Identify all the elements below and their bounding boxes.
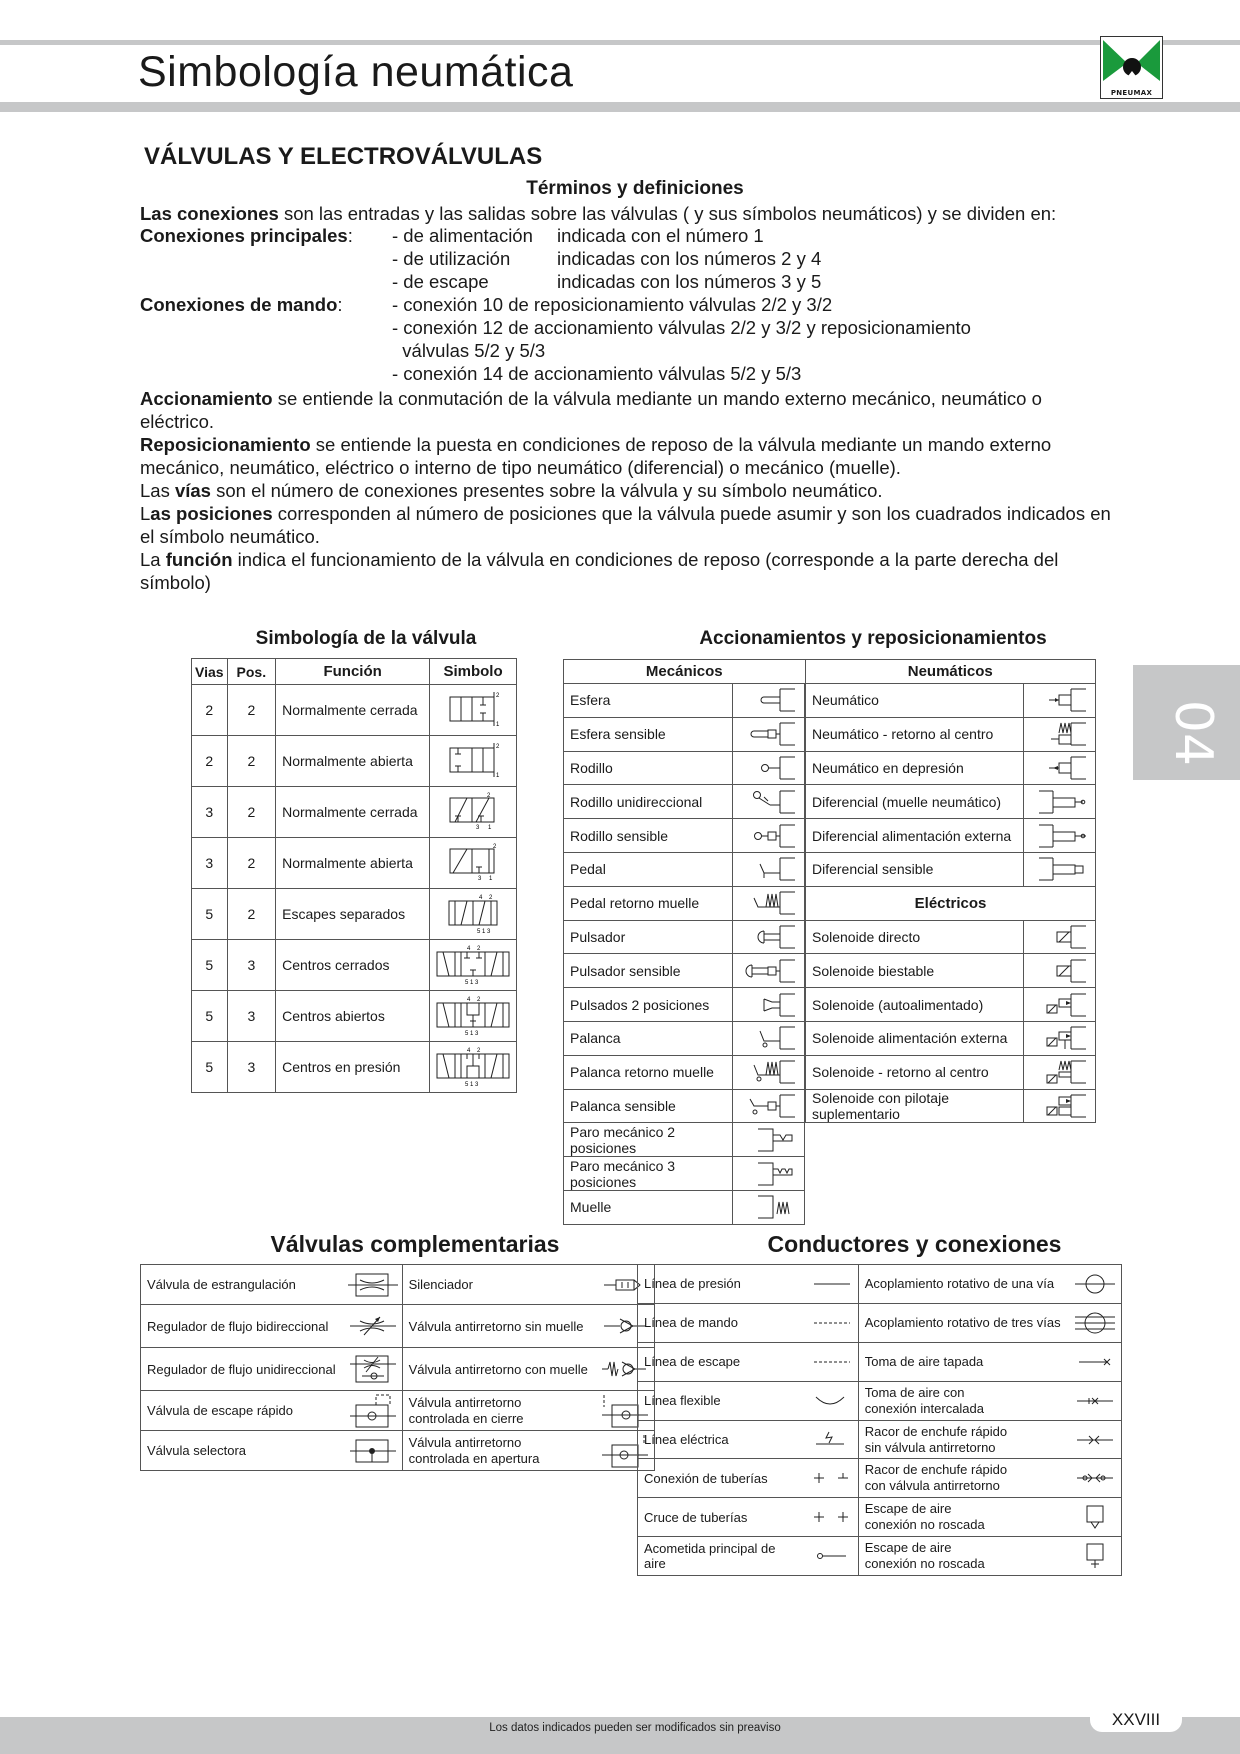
complementary-label: Válvula antirretorno controlada en cierre xyxy=(402,1391,594,1431)
page-number: XXVIII xyxy=(1111,1710,1161,1729)
neumatico-label: Neumático en depresión xyxy=(806,751,1024,785)
table-row xyxy=(564,785,805,819)
svg-text:2: 2 xyxy=(496,743,500,750)
palanca-icon xyxy=(733,1021,805,1055)
svg-text:2: 2 xyxy=(477,1047,481,1054)
neumatico-icon xyxy=(1024,684,1096,718)
estrangulacion-icon xyxy=(342,1265,403,1305)
palanca-retorno-muelle-icon xyxy=(733,1055,805,1089)
svg-text:4: 4 xyxy=(467,996,471,1003)
principales-label: Conexiones principales: xyxy=(140,225,353,246)
conductor-label: Línea eléctrica xyxy=(638,1420,793,1459)
funcion-cell: Normalmente cerrada xyxy=(276,787,430,838)
table-row xyxy=(806,684,1096,718)
principales-label-text: Conexiones principales xyxy=(140,225,348,246)
pos-cell: 2 xyxy=(227,889,276,940)
mecanico-label: Pulsados 2 posiciones xyxy=(564,988,733,1022)
valve-table xyxy=(191,658,517,1093)
mecanico-label: Pulsador xyxy=(564,920,733,954)
vias-paragraph xyxy=(140,479,1120,502)
neumaticos-header: Neumáticos xyxy=(805,660,1095,684)
table-row xyxy=(638,1537,1122,1576)
table-row xyxy=(564,954,805,988)
posiciones-text: corresponden al número de posiciones que la válvula puede asumir y son los cuadrados indicados en el símbolo neumático. xyxy=(140,503,1111,547)
electrico-label: Solenoide directo xyxy=(806,920,1024,954)
col-pos: Pos. xyxy=(227,659,276,685)
table-row xyxy=(564,819,805,853)
valve-table-header xyxy=(192,659,517,685)
acoplamiento-tres-vias-icon xyxy=(1067,1303,1122,1342)
solenoide-autoalimentado-icon xyxy=(1024,988,1096,1022)
table-row xyxy=(564,1190,805,1224)
accionamiento-text: se entiende la conmutación de la válvula mediante un mando externo mecánico, neumático o eléctrico. xyxy=(140,388,1042,432)
funcion-cell: Centros en presión xyxy=(276,1042,430,1093)
table-row xyxy=(564,852,805,886)
table-row xyxy=(564,886,805,920)
mecanicos-header: Mecánicos xyxy=(564,660,806,684)
table-row xyxy=(806,1055,1096,1089)
electrico-label: Solenoide con pilotaje suplementario xyxy=(806,1089,1024,1123)
funcion-cell: Escapes separados xyxy=(276,889,430,940)
complementary-label: Válvula de escape rápido xyxy=(141,1391,342,1431)
electrico-label: Solenoide alimentación externa xyxy=(806,1021,1024,1055)
pos-cell: 2 xyxy=(227,685,276,736)
conexiones-text: son las entradas y las salidas sobre las válvulas ( y sus símbolos neumáticos) y se dividen en: xyxy=(278,203,1057,224)
linea-escape-icon xyxy=(793,1342,858,1381)
conductor-label: Racor de enchufe rápido sin válvula antirretorno xyxy=(858,1420,1066,1459)
pulsador-2-posiciones-icon xyxy=(733,988,805,1022)
electricos-header: Eléctricos xyxy=(806,886,1096,920)
vias-text: son el número de conexiones presentes sobre la válvula y su símbolo neumático. xyxy=(210,480,883,501)
neumaticos-table xyxy=(805,683,1096,1123)
rodillo-icon xyxy=(733,751,805,785)
header-top-rule xyxy=(0,40,1240,45)
table-row xyxy=(806,1021,1096,1055)
pedal-icon xyxy=(733,852,805,886)
reposicionamiento-text: se entiende la puesta en condiciones de reposo de la válvula mediante un mando externo mecánico, neumático, eléctrico o interno de tipo neumático (diferencial) o mecánico (muelle). xyxy=(140,434,1052,478)
conductor-label: Toma de aire con conexión intercalada xyxy=(858,1381,1066,1420)
header-bottom-rule xyxy=(0,102,1240,112)
neumatico-label: Diferencial alimentación externa xyxy=(806,819,1024,853)
mecanico-label: Palanca sensible xyxy=(564,1089,733,1123)
pulsador-icon xyxy=(733,920,805,954)
table-row xyxy=(564,988,805,1022)
table-row xyxy=(192,685,517,736)
pos-cell: 3 xyxy=(227,1042,276,1093)
neumatico-label: Neumático xyxy=(806,684,1024,718)
section-heading: VÁLVULAS Y ELECTROVÁLVULAS xyxy=(144,143,543,170)
table-row xyxy=(638,1265,1122,1304)
conductor-label: Toma de aire tapada xyxy=(858,1342,1066,1381)
neumatico-label: Diferencial (muelle neumático) xyxy=(806,785,1024,819)
table-row xyxy=(564,920,805,954)
vias-cell: 5 xyxy=(192,940,228,991)
table-row xyxy=(806,1089,1096,1123)
col-simbolo: Simbolo xyxy=(430,659,517,685)
racor-sin-antirretorno-icon xyxy=(1067,1420,1122,1459)
valve-5-3-ca-symbol xyxy=(430,991,517,1042)
table-row xyxy=(806,852,1096,886)
actuation-table xyxy=(563,659,1096,684)
complementary-label: Válvula de estrangulación xyxy=(141,1265,342,1305)
rodillo-unidireccional-icon xyxy=(733,785,805,819)
solenoide-pilotaje-icon xyxy=(1024,1089,1096,1123)
table-row xyxy=(806,717,1096,751)
principal-item: - de alimentación xyxy=(392,225,533,246)
table-row xyxy=(192,991,517,1042)
table-row xyxy=(638,1303,1122,1342)
svg-text:4: 4 xyxy=(467,945,471,952)
vias-cell: 3 xyxy=(192,787,228,838)
svg-text:2: 2 xyxy=(487,792,491,799)
svg-text:2: 2 xyxy=(489,894,493,901)
paro-mecanico-2-icon xyxy=(733,1123,805,1157)
conexion-tuberias-icon xyxy=(793,1459,858,1498)
conexiones-paragraph xyxy=(140,202,1120,225)
conductor-label: Línea de mando xyxy=(638,1303,793,1342)
conductor-label: Cruce de tuberías xyxy=(638,1498,793,1537)
vias-pre: Las xyxy=(140,480,175,501)
principal-desc: indicada con el número 1 xyxy=(557,225,764,246)
table-row xyxy=(806,751,1096,785)
valve-2-2-nc-symbol xyxy=(430,685,517,736)
chapter-tab xyxy=(1133,665,1240,780)
racor-con-antirretorno-icon xyxy=(1067,1459,1122,1498)
escape-aire-icon xyxy=(1067,1537,1122,1576)
table-row xyxy=(192,736,517,787)
diferencial-sensible-icon xyxy=(1024,852,1096,886)
svg-text:3: 3 xyxy=(476,824,480,830)
mecanico-label: Paro mecánico 2 posiciones xyxy=(564,1123,733,1157)
svg-text:2: 2 xyxy=(477,996,481,1003)
table-row xyxy=(806,785,1096,819)
mecanico-label: Muelle xyxy=(564,1190,733,1224)
complementary-label: Válvula antirretorno controlada en apertura xyxy=(402,1431,594,1471)
conductor-label: Acoplamiento rotativo de una vía xyxy=(858,1265,1066,1304)
table-row xyxy=(806,819,1096,853)
principal-desc: indicadas con los números 3 y 5 xyxy=(557,271,822,292)
palanca-sensible-icon xyxy=(733,1089,805,1123)
col-vias: Vias xyxy=(192,659,228,685)
posiciones-paragraph xyxy=(140,502,1120,548)
regulador-bidireccional-icon xyxy=(342,1305,403,1348)
funcion-pre: La xyxy=(140,549,166,570)
solenoide-retorno-centro-icon xyxy=(1024,1055,1096,1089)
conexiones-term: Las conexiones xyxy=(140,203,279,224)
svg-text:1: 1 xyxy=(496,721,500,727)
mecanico-label: Rodillo sensible xyxy=(564,819,733,853)
mecanico-label: Esfera xyxy=(564,684,733,718)
valve-5-3-cp-symbol xyxy=(430,1042,517,1093)
principal-item: - de escape xyxy=(392,271,489,292)
regulador-unidireccional-icon xyxy=(342,1348,403,1391)
mando-item: válvulas 5/2 y 5/3 xyxy=(392,340,546,361)
posiciones-term: as posiciones xyxy=(150,503,273,524)
cruce-tuberias-icon xyxy=(793,1498,858,1537)
solenoide-externa-icon xyxy=(1024,1021,1096,1055)
svg-text:3: 3 xyxy=(478,875,482,881)
conductor-label: Línea flexible xyxy=(638,1381,793,1420)
complementary-table xyxy=(140,1264,655,1471)
valve-table-title: Simbología de la válvula xyxy=(255,628,477,649)
selectora-icon xyxy=(342,1431,403,1471)
neumatico-label: Diferencial sensible xyxy=(806,852,1024,886)
table-row xyxy=(564,684,805,718)
table-row xyxy=(192,940,517,991)
table-row xyxy=(564,1123,805,1157)
page-title: Simbología neumática xyxy=(138,48,574,96)
pos-cell: 3 xyxy=(227,991,276,1042)
valve-2-2-na-symbol xyxy=(430,736,517,787)
funcion-cell: Centros cerrados xyxy=(276,940,430,991)
escape-rapido-icon xyxy=(342,1391,403,1431)
pos-cell: 3 xyxy=(227,940,276,991)
acoplamiento-una-via-icon xyxy=(1067,1265,1122,1304)
linea-presion-icon xyxy=(793,1265,858,1304)
principal-desc: indicadas con los números 2 y 4 xyxy=(557,248,822,269)
svg-text:1: 1 xyxy=(489,875,493,881)
mecanico-label: Pedal retorno muelle xyxy=(564,886,733,920)
esfera-sensible-icon xyxy=(733,717,805,751)
svg-text:2: 2 xyxy=(496,692,500,699)
table-row xyxy=(806,920,1096,954)
mecanico-label: Paro mecánico 3 posiciones xyxy=(564,1157,733,1191)
table-row xyxy=(638,1381,1122,1420)
mecanico-label: Rodillo xyxy=(564,751,733,785)
esfera-icon xyxy=(733,684,805,718)
svg-text:4: 4 xyxy=(467,1047,471,1054)
svg-text:1: 1 xyxy=(496,772,500,778)
linea-electrica-icon xyxy=(793,1420,858,1459)
electrico-label: Solenoide (autoalimentado) xyxy=(806,988,1024,1022)
table-row xyxy=(141,1391,655,1431)
linea-mando-icon xyxy=(793,1303,858,1342)
funcion-cell: Normalmente abierta xyxy=(276,838,430,889)
complementary-label: Válvula selectora xyxy=(141,1431,342,1471)
table-row xyxy=(564,1157,805,1191)
acometida-principal-icon xyxy=(793,1537,858,1576)
table-row xyxy=(564,1055,805,1089)
valve-3-2-nc-symbol xyxy=(430,787,517,838)
muelle-icon xyxy=(733,1190,805,1224)
reposicionamiento-term: Reposicionamiento xyxy=(140,434,311,455)
mando-item: - conexión 14 de accionamiento válvulas 5/2 y 5/3 xyxy=(392,363,802,384)
rodillo-sensible-icon xyxy=(733,819,805,853)
vias-term: vías xyxy=(174,480,211,501)
table-row xyxy=(192,889,517,940)
svg-text:5 1 3: 5 1 3 xyxy=(477,928,491,934)
svg-text:5 1 3: 5 1 3 xyxy=(465,979,479,985)
table-row xyxy=(192,787,517,838)
mecanico-label: Rodillo unidireccional xyxy=(564,785,733,819)
funcion-paragraph xyxy=(140,548,1120,594)
mando-label-text: Conexiones de mando xyxy=(140,294,338,315)
funcion-term: función xyxy=(165,549,233,570)
logo-caption: PNEUMAX xyxy=(1110,89,1153,97)
diferencial-externa-icon xyxy=(1024,819,1096,853)
table-row xyxy=(564,1089,805,1123)
vias-cell: 2 xyxy=(192,685,228,736)
table-row xyxy=(192,838,517,889)
mecanico-label: Palanca xyxy=(564,1021,733,1055)
solenoide-directo-icon xyxy=(1024,920,1096,954)
col-funcion: Función xyxy=(276,659,430,685)
table-row xyxy=(638,1498,1122,1537)
funcion-cell: Normalmente cerrada xyxy=(276,685,430,736)
neumatico-depresion-icon xyxy=(1024,751,1096,785)
svg-text:4: 4 xyxy=(479,894,483,901)
table-row xyxy=(564,717,805,751)
mecanico-label: Palanca retorno muelle xyxy=(564,1055,733,1089)
vias-cell: 5 xyxy=(192,889,228,940)
linea-flexible-icon xyxy=(793,1381,858,1420)
electricos-header-row xyxy=(806,886,1096,920)
mecanico-label: Pulsador sensible xyxy=(564,954,733,988)
diferencial-icon xyxy=(1024,785,1096,819)
toma-tapada-icon xyxy=(1067,1342,1122,1381)
electrico-label: Solenoide biestable xyxy=(806,954,1024,988)
table-row xyxy=(564,1021,805,1055)
vias-cell: 2 xyxy=(192,736,228,787)
table-row xyxy=(806,988,1096,1022)
pulsador-sensible-icon xyxy=(733,954,805,988)
funcion-cell: Normalmente abierta xyxy=(276,736,430,787)
vias-cell: 5 xyxy=(192,991,228,1042)
paro-mecanico-3-icon xyxy=(733,1157,805,1191)
conductor-label: Línea de escape xyxy=(638,1342,793,1381)
table-row xyxy=(638,1420,1122,1459)
conductor-label: Conexión de tuberías xyxy=(638,1459,793,1498)
complementary-label: Regulador de flujo bidireccional xyxy=(141,1305,342,1348)
table-row xyxy=(141,1348,655,1391)
table-row xyxy=(192,1042,517,1093)
svg-text:5 1 3: 5 1 3 xyxy=(465,1081,479,1087)
mecanicos-table xyxy=(563,683,805,1225)
funcion-text: indica el funcionamiento de la válvula en condiciones de reposo (corresponde a la parte derecha del símbolo) xyxy=(140,549,1059,593)
valve-5-3-cc-symbol xyxy=(430,940,517,991)
conductor-label: Acometida principal de aire xyxy=(638,1537,793,1576)
complementary-label: Válvula antirretorno con muelle xyxy=(402,1348,594,1391)
complementary-title: Válvulas complementarias xyxy=(270,1231,560,1257)
conductors-title: Conductores y conexiones xyxy=(767,1231,1062,1257)
funcion-cell: Centros abiertos xyxy=(276,991,430,1042)
table-row xyxy=(141,1305,655,1348)
pneumax-logo xyxy=(1100,36,1163,99)
valve-3-2-na-symbol xyxy=(430,838,517,889)
table-row xyxy=(564,751,805,785)
conductors-table xyxy=(637,1264,1122,1576)
solenoide-biestable-icon xyxy=(1024,954,1096,988)
conductor-label: Línea de presión xyxy=(638,1265,793,1304)
vias-cell: 5 xyxy=(192,1042,228,1093)
mando-item: - conexión 10 de reposicionamiento válvulas 2/2 y 3/2 xyxy=(392,294,833,315)
actuation-table-title: Accionamientos y reposicionamientos xyxy=(699,628,1047,649)
mecanico-label: Pedal xyxy=(564,852,733,886)
footer-note: Los datos indicados pueden ser modificados sin preaviso xyxy=(489,1722,781,1734)
mando-label: Conexiones de mando: xyxy=(140,294,343,315)
electrico-label: Solenoide - retorno al centro xyxy=(806,1055,1024,1089)
mando-item: - conexión 12 de accionamiento válvulas 2/2 y 3/2 y reposicionamiento xyxy=(392,317,971,338)
principal-item: - de utilización xyxy=(392,248,511,269)
pos-cell: 2 xyxy=(227,838,276,889)
table-row xyxy=(141,1431,655,1471)
neumatico-label: Neumático - retorno al centro xyxy=(806,717,1024,751)
pos-cell: 2 xyxy=(227,736,276,787)
accionamiento-term: Accionamiento xyxy=(140,388,273,409)
svg-text:5 1 3: 5 1 3 xyxy=(465,1030,479,1036)
complementary-label: Silenciador xyxy=(402,1265,594,1305)
accionamiento-paragraph xyxy=(140,387,1120,433)
conductor-label: Racor de enchufe rápido con válvula antirretorno xyxy=(858,1459,1066,1498)
table-row xyxy=(806,954,1096,988)
valve-5-2-symbol xyxy=(430,889,517,940)
table-row xyxy=(141,1265,655,1305)
chapter-number: 04 xyxy=(1163,699,1223,767)
reposicionamiento-paragraph xyxy=(140,433,1120,479)
svg-text:2: 2 xyxy=(477,945,481,952)
vias-cell: 3 xyxy=(192,838,228,889)
conductor-label: Escape de aire conexión no roscada xyxy=(858,1537,1066,1576)
complementary-label: Válvula antirretorno sin muelle xyxy=(402,1305,594,1348)
escape-aire-icon xyxy=(1067,1498,1122,1537)
pedal-retorno-muelle-icon xyxy=(733,886,805,920)
table-row xyxy=(638,1459,1122,1498)
complementary-label: Regulador de flujo unidireccional xyxy=(141,1348,342,1391)
actuation-header-row xyxy=(564,660,1096,684)
neumatico-retorno-centro-icon xyxy=(1024,717,1096,751)
pos-cell: 2 xyxy=(227,787,276,838)
conductor-label: Escape de aire conexión no roscada xyxy=(858,1498,1066,1537)
posiciones-pre: L xyxy=(140,503,151,524)
conductor-label: Acoplamiento rotativo de tres vías xyxy=(858,1303,1066,1342)
toma-intercalada-icon xyxy=(1067,1381,1122,1420)
svg-text:1: 1 xyxy=(488,824,492,830)
terms-heading: Términos y definiciones xyxy=(526,178,744,199)
svg-text:2: 2 xyxy=(493,843,497,850)
mecanico-label: Esfera sensible xyxy=(564,717,733,751)
table-row xyxy=(638,1342,1122,1381)
